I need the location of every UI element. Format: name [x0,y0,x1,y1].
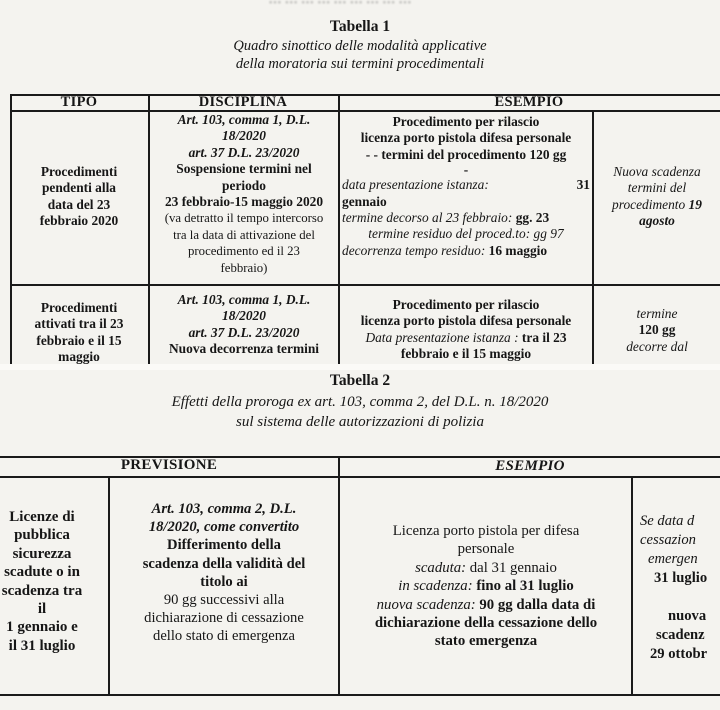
t1-r2-scadenza: termine 120 gg decorre dal [626,306,688,354]
t1-r1-disciplina: Art. 103, comma 1, D.L. 18/2020 art. 37 D.L. 23/2020 Sospensione termini nel periodo 23 febbraio-15 maggio 2020 (va detratto il tempo intercorso tra la data di attivazione del procedimento ed il 23 febbraio) [164,112,324,275]
t1-r1-tipo: Procedimenti pendenti alla data del 23 febbraio 2020 [39,164,119,229]
t2-scadenza-cell: Se data d cessazion emergen 31 luglio nuova scadenz 29 ottobr [640,513,708,662]
t1-header-disciplina: DISCIPLINA [198,94,288,110]
t1-r2-tipo: Procedimenti attivati tra il 23 febbraio e il 15 maggio [34,300,124,365]
table1-subtitle-line1: Quadro sinottico delle modalità applicative [233,38,487,54]
t2-header-esempio: ESEMPIO [495,458,565,474]
t2-differimento-cell: Art. 103, comma 2, D.L. 18/2020, come convertito Differimento della scadenza della validità del titolo ai 90 gg successivi alla dichiarazione di cessazione dello stato di emergenza [142,501,306,645]
image-seam [0,364,720,370]
top-cut-text [20,0,660,7]
t2-vline-3 [631,476,633,696]
t1-header-tipo: TIPO [60,94,98,110]
t1-r2-esempio: Procedimento per rilascio licenza porto pistola difesa personale Data presentazione istanza : tra il 23 febbraio e il 15 maggio [360,297,572,362]
t1-r1-scadenza: Nuova scadenza termini del procedimento 19 agosto [612,164,702,229]
t1-vline-2 [338,94,340,366]
table2-title: Tabella 2 [329,372,391,389]
t1-header-esempio: ESEMPIO [494,94,564,110]
t1-r2-disciplina: Art. 103, comma 1, D.L. 18/2020 art. 37 D.L. 23/2020 Nuova decorrenza termini [169,292,319,357]
t2-header-previsione: PREVISIONE [120,457,218,473]
t2-licenze-cell: Licenze di pubblica sicurezza scadute o in scadenza tra il 1 gennaio e il 31 luglio [1,509,83,654]
table1-title: Tabella 1 [329,18,391,35]
t2-vline-2 [338,456,340,696]
t1-r1-esempio: Procedimento per rilascio licenza porto pistola difesa personale - - termini del procedimento 120 gg - data presentazione istanza: 31 gennaio termine decorso al 23 febbraio: gg. 23 termine residuo del proced.to: gg 97 decorrenza tempo residuo: 16 maggio [342,114,590,258]
t1-row-divider [10,284,720,286]
table2-subtitle-line2: sul sistema delle autorizzazioni di polizia [236,414,484,430]
table2-subtitle-line1: Effetti della proroga ex art. 103, comma 2, del D.L. n. 18/2020 [171,394,549,410]
t2-esempio-cell: Licenza porto pistola per difesa personale scaduta: dal 31 gennaio in scadenza: fino al 31 luglio nuova scadenza: 90 gg dalla data di dichiarazione della cessazione dello stato emergenza [374,523,598,650]
table1-subtitle-line2: della moratoria sui termini procedimentali [235,56,485,72]
